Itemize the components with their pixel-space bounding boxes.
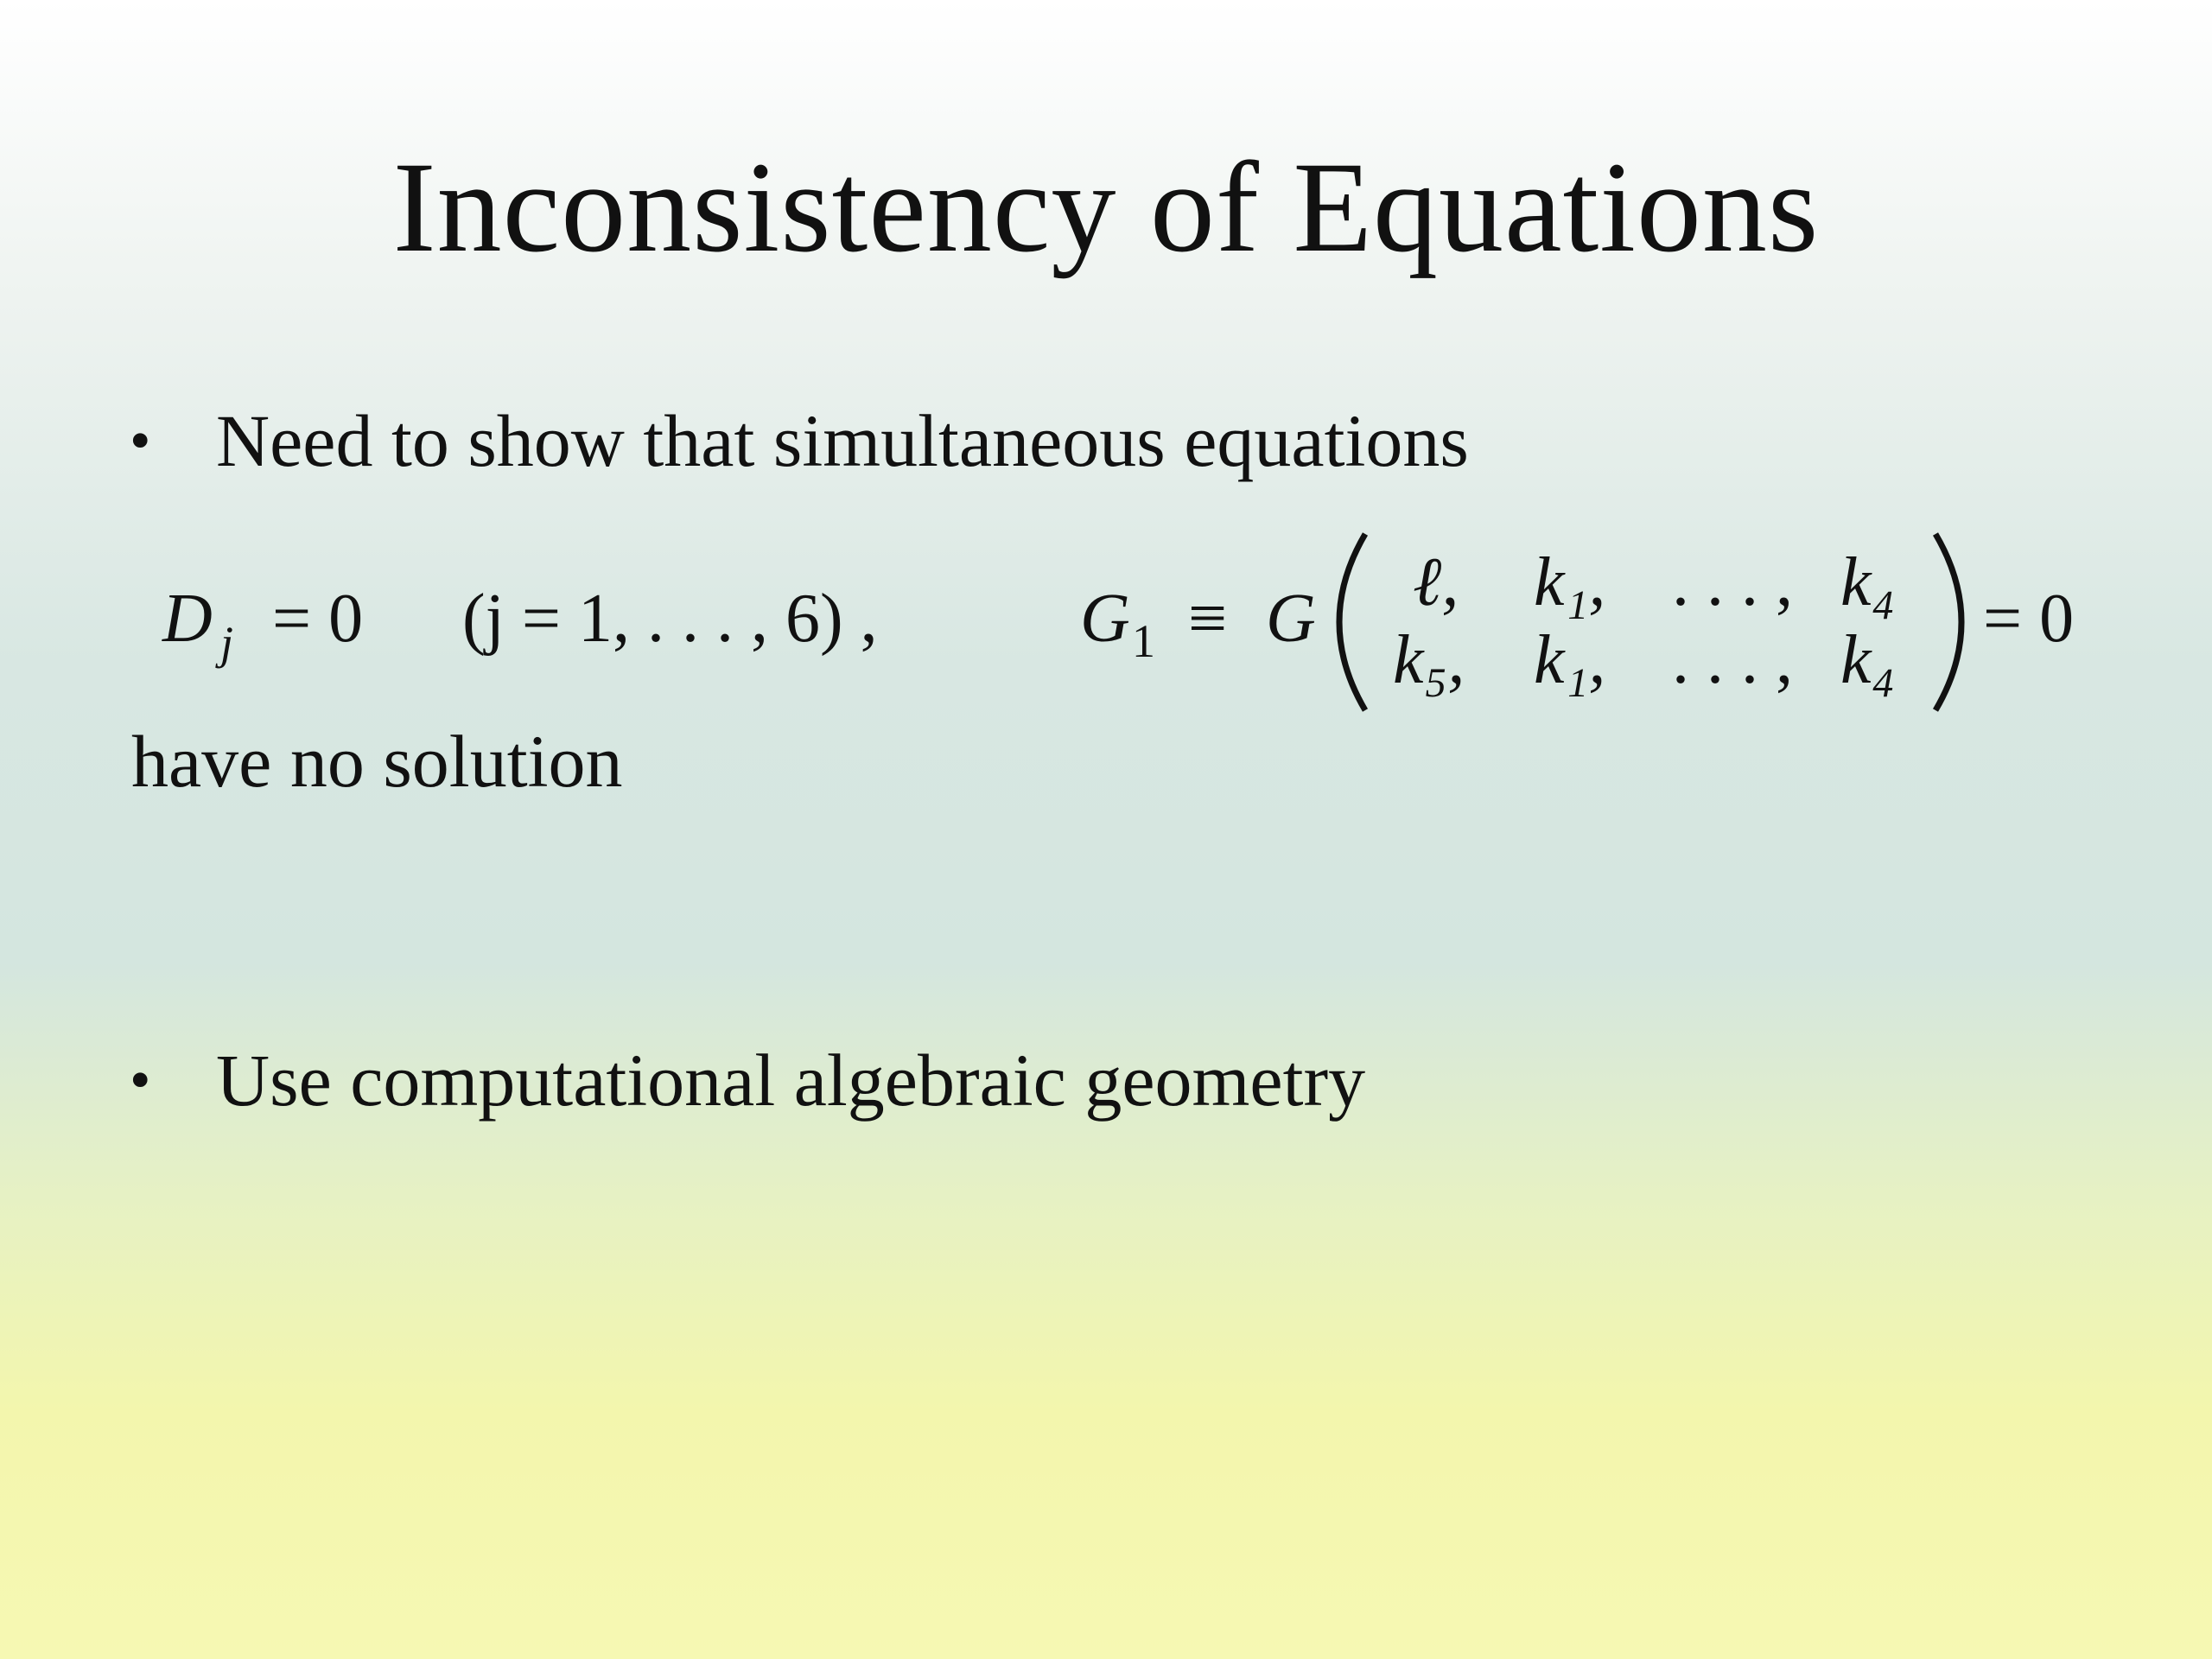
left-paren — [1339, 534, 1365, 710]
matrix-bottom-4: k₄ — [1840, 622, 1896, 698]
d-relation: = 0 — [272, 581, 364, 657]
equation-row — [0, 518, 2212, 726]
continuation-text: have no solution — [131, 720, 623, 803]
g1-symbol: G — [1080, 581, 1130, 657]
slide-title: Inconsistency of Equations — [392, 136, 1820, 279]
d-symbol: D — [162, 581, 213, 657]
equation-graphic — [0, 518, 2212, 726]
bullet-icon: • — [130, 1047, 151, 1115]
g-function: G — [1266, 581, 1316, 657]
d-subscript: j — [220, 617, 234, 669]
matrix-top-2: k₁, — [1534, 544, 1606, 620]
matrix-bottom-1: k₅, — [1393, 622, 1465, 698]
g-rhs: = 0 — [1983, 581, 2075, 657]
matrix-top-1: ℓ, — [1413, 544, 1459, 620]
equation-g — [1080, 534, 2074, 710]
matrix-bottom-2: k₁, — [1534, 622, 1606, 698]
bullet-item-1 — [130, 393, 1469, 496]
d-condition: (j = 1, . . . , 6) , — [462, 581, 878, 657]
bullet-item-2 — [130, 1033, 1365, 1135]
matrix-top-3: . . . , — [1672, 544, 1793, 620]
g1-subscript: 1 — [1132, 615, 1155, 667]
right-paren — [1936, 534, 1961, 710]
bullet-text: Need to show that simultaneous equations — [216, 399, 1469, 482]
equation-d — [162, 581, 878, 669]
bullet-icon: • — [130, 408, 151, 475]
equiv-symbol: ≡ — [1188, 581, 1228, 657]
matrix-bottom-3: . . . , — [1672, 622, 1793, 698]
matrix-top-4: k₄ — [1840, 544, 1896, 620]
bullet-text: Use computational algebraic geometry — [216, 1039, 1366, 1122]
